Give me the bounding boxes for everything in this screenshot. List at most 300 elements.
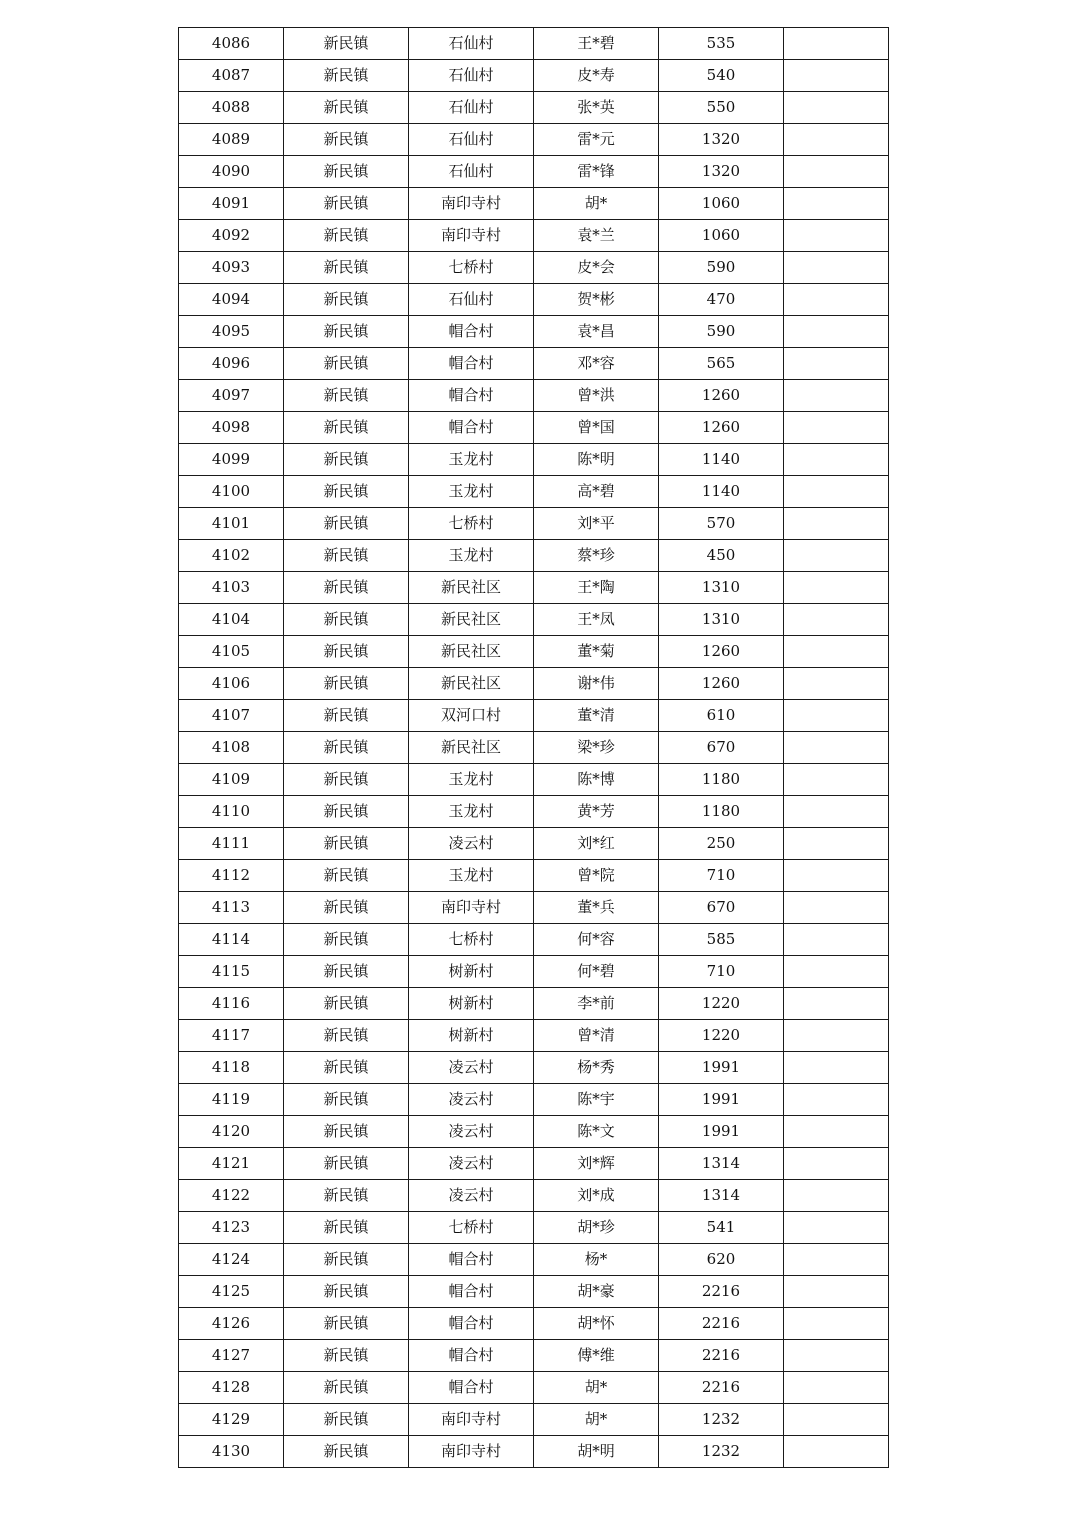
name-cell: 袁*昌 — [534, 316, 659, 348]
town-cell: 新民镇 — [284, 572, 409, 604]
amount-cell: 585 — [659, 924, 784, 956]
amount-cell: 550 — [659, 92, 784, 124]
table-row — [179, 668, 889, 700]
table-row — [179, 796, 889, 828]
town-cell: 新民镇 — [284, 1404, 409, 1436]
name-cell: 董*菊 — [534, 636, 659, 668]
remark-cell — [784, 1052, 889, 1084]
table-row — [179, 1180, 889, 1212]
amount-cell: 1314 — [659, 1180, 784, 1212]
table-row — [179, 1244, 889, 1276]
village-cell: 双河口村 — [409, 700, 534, 732]
serial-cell: 4125 — [179, 1276, 284, 1308]
town-cell: 新民镇 — [284, 540, 409, 572]
table-row — [179, 444, 889, 476]
remark-cell — [784, 476, 889, 508]
name-cell: 蔡*珍 — [534, 540, 659, 572]
remark-cell — [784, 124, 889, 156]
table-row — [179, 1436, 889, 1468]
remark-cell — [784, 1372, 889, 1404]
name-cell: 杨* — [534, 1244, 659, 1276]
town-cell: 新民镇 — [284, 252, 409, 284]
town-cell: 新民镇 — [284, 732, 409, 764]
amount-cell: 1260 — [659, 380, 784, 412]
name-cell: 贺*彬 — [534, 284, 659, 316]
table-row — [179, 892, 889, 924]
amount-cell: 1220 — [659, 988, 784, 1020]
serial-cell: 4088 — [179, 92, 284, 124]
remark-cell — [784, 1212, 889, 1244]
table-row — [179, 1212, 889, 1244]
name-cell: 袁*兰 — [534, 220, 659, 252]
town-cell: 新民镇 — [284, 412, 409, 444]
town-cell: 新民镇 — [284, 1116, 409, 1148]
village-cell: 南印寺村 — [409, 1404, 534, 1436]
serial-cell: 4110 — [179, 796, 284, 828]
amount-cell: 1140 — [659, 476, 784, 508]
name-cell: 胡*珍 — [534, 1212, 659, 1244]
remark-cell — [784, 956, 889, 988]
name-cell: 陈*文 — [534, 1116, 659, 1148]
remark-cell — [784, 732, 889, 764]
remark-cell — [784, 1308, 889, 1340]
table-row — [179, 252, 889, 284]
village-cell: 七桥村 — [409, 252, 534, 284]
town-cell: 新民镇 — [284, 1276, 409, 1308]
serial-cell: 4100 — [179, 476, 284, 508]
table-body — [179, 28, 889, 1468]
table-row — [179, 28, 889, 60]
town-cell: 新民镇 — [284, 796, 409, 828]
village-cell: 新民社区 — [409, 604, 534, 636]
remark-cell — [784, 924, 889, 956]
amount-cell: 470 — [659, 284, 784, 316]
serial-cell: 4124 — [179, 1244, 284, 1276]
table-row — [179, 284, 889, 316]
town-cell: 新民镇 — [284, 956, 409, 988]
town-cell: 新民镇 — [284, 348, 409, 380]
village-cell: 玉龙村 — [409, 540, 534, 572]
town-cell: 新民镇 — [284, 764, 409, 796]
village-cell: 帽合村 — [409, 1308, 534, 1340]
amount-cell: 1260 — [659, 412, 784, 444]
village-cell: 树新村 — [409, 988, 534, 1020]
village-cell: 凌云村 — [409, 828, 534, 860]
town-cell: 新民镇 — [284, 604, 409, 636]
amount-cell: 1232 — [659, 1436, 784, 1468]
village-cell: 凌云村 — [409, 1148, 534, 1180]
name-cell: 刘*辉 — [534, 1148, 659, 1180]
town-cell: 新民镇 — [284, 892, 409, 924]
amount-cell: 610 — [659, 700, 784, 732]
table-row — [179, 860, 889, 892]
name-cell: 邓*容 — [534, 348, 659, 380]
name-cell: 王*碧 — [534, 28, 659, 60]
village-cell: 帽合村 — [409, 1372, 534, 1404]
remark-cell — [784, 860, 889, 892]
amount-cell: 535 — [659, 28, 784, 60]
name-cell: 高*碧 — [534, 476, 659, 508]
village-cell: 玉龙村 — [409, 764, 534, 796]
town-cell: 新民镇 — [284, 444, 409, 476]
town-cell: 新民镇 — [284, 1372, 409, 1404]
town-cell: 新民镇 — [284, 924, 409, 956]
town-cell: 新民镇 — [284, 220, 409, 252]
table-row — [179, 572, 889, 604]
town-cell: 新民镇 — [284, 188, 409, 220]
village-cell: 帽合村 — [409, 1340, 534, 1372]
remark-cell — [784, 284, 889, 316]
table-row — [179, 604, 889, 636]
amount-cell: 710 — [659, 860, 784, 892]
serial-cell: 4112 — [179, 860, 284, 892]
town-cell: 新民镇 — [284, 1340, 409, 1372]
town-cell: 新民镇 — [284, 860, 409, 892]
remark-cell — [784, 572, 889, 604]
remark-cell — [784, 1180, 889, 1212]
amount-cell: 1060 — [659, 188, 784, 220]
town-cell: 新民镇 — [284, 156, 409, 188]
town-cell: 新民镇 — [284, 92, 409, 124]
remark-cell — [784, 220, 889, 252]
table-row — [179, 540, 889, 572]
remark-cell — [784, 252, 889, 284]
town-cell: 新民镇 — [284, 700, 409, 732]
serial-cell: 4126 — [179, 1308, 284, 1340]
name-cell: 曾*国 — [534, 412, 659, 444]
table-row — [179, 956, 889, 988]
name-cell: 张*英 — [534, 92, 659, 124]
serial-cell: 4091 — [179, 188, 284, 220]
serial-cell: 4103 — [179, 572, 284, 604]
table-row — [179, 1404, 889, 1436]
name-cell: 胡*豪 — [534, 1276, 659, 1308]
amount-cell: 2216 — [659, 1308, 784, 1340]
table-row — [179, 188, 889, 220]
table-row — [179, 924, 889, 956]
town-cell: 新民镇 — [284, 668, 409, 700]
serial-cell: 4086 — [179, 28, 284, 60]
amount-cell: 1180 — [659, 796, 784, 828]
remark-cell — [784, 348, 889, 380]
serial-cell: 4129 — [179, 1404, 284, 1436]
remark-cell — [784, 1340, 889, 1372]
village-cell: 七桥村 — [409, 1212, 534, 1244]
table-row — [179, 508, 889, 540]
amount-cell: 540 — [659, 60, 784, 92]
serial-cell: 4090 — [179, 156, 284, 188]
amount-cell: 620 — [659, 1244, 784, 1276]
remark-cell — [784, 636, 889, 668]
remark-cell — [784, 892, 889, 924]
village-cell: 帽合村 — [409, 1244, 534, 1276]
remark-cell — [784, 1244, 889, 1276]
serial-cell: 4096 — [179, 348, 284, 380]
serial-cell: 4107 — [179, 700, 284, 732]
serial-cell: 4116 — [179, 988, 284, 1020]
village-cell: 玉龙村 — [409, 860, 534, 892]
serial-cell: 4117 — [179, 1020, 284, 1052]
amount-cell: 1991 — [659, 1052, 784, 1084]
table-row — [179, 764, 889, 796]
remark-cell — [784, 444, 889, 476]
village-cell: 新民社区 — [409, 732, 534, 764]
village-cell: 新民社区 — [409, 636, 534, 668]
town-cell: 新民镇 — [284, 1212, 409, 1244]
amount-cell: 1320 — [659, 124, 784, 156]
remark-cell — [784, 540, 889, 572]
remark-cell — [784, 188, 889, 220]
amount-cell: 1260 — [659, 668, 784, 700]
serial-cell: 4130 — [179, 1436, 284, 1468]
village-cell: 南印寺村 — [409, 1436, 534, 1468]
name-cell: 刘*红 — [534, 828, 659, 860]
table-row — [179, 1116, 889, 1148]
remark-cell — [784, 412, 889, 444]
amount-cell: 1314 — [659, 1148, 784, 1180]
table-row — [179, 476, 889, 508]
serial-cell: 4111 — [179, 828, 284, 860]
name-cell: 王*凤 — [534, 604, 659, 636]
serial-cell: 4128 — [179, 1372, 284, 1404]
table-row — [179, 380, 889, 412]
amount-cell: 250 — [659, 828, 784, 860]
town-cell: 新民镇 — [284, 1308, 409, 1340]
table-row — [179, 60, 889, 92]
name-cell: 黄*芳 — [534, 796, 659, 828]
serial-cell: 4106 — [179, 668, 284, 700]
town-cell: 新民镇 — [284, 1052, 409, 1084]
remark-cell — [784, 1020, 889, 1052]
remark-cell — [784, 1404, 889, 1436]
village-cell: 石仙村 — [409, 124, 534, 156]
village-cell: 凌云村 — [409, 1052, 534, 1084]
data-table — [178, 27, 889, 1468]
table-row — [179, 700, 889, 732]
town-cell: 新民镇 — [284, 988, 409, 1020]
remark-cell — [784, 796, 889, 828]
name-cell: 胡* — [534, 1404, 659, 1436]
town-cell: 新民镇 — [284, 1244, 409, 1276]
name-cell: 胡* — [534, 1372, 659, 1404]
serial-cell: 4087 — [179, 60, 284, 92]
amount-cell: 590 — [659, 316, 784, 348]
remark-cell — [784, 828, 889, 860]
name-cell: 李*前 — [534, 988, 659, 1020]
table-row — [179, 220, 889, 252]
town-cell: 新民镇 — [284, 60, 409, 92]
name-cell: 曾*洪 — [534, 380, 659, 412]
table-row — [179, 316, 889, 348]
serial-cell: 4102 — [179, 540, 284, 572]
remark-cell — [784, 28, 889, 60]
remark-cell — [784, 604, 889, 636]
name-cell: 梁*珍 — [534, 732, 659, 764]
village-cell: 帽合村 — [409, 316, 534, 348]
name-cell: 董*清 — [534, 700, 659, 732]
serial-cell: 4122 — [179, 1180, 284, 1212]
table-row — [179, 732, 889, 764]
serial-cell: 4120 — [179, 1116, 284, 1148]
amount-cell: 2216 — [659, 1340, 784, 1372]
serial-cell: 4092 — [179, 220, 284, 252]
village-cell: 新民社区 — [409, 572, 534, 604]
town-cell: 新民镇 — [284, 28, 409, 60]
serial-cell: 4115 — [179, 956, 284, 988]
amount-cell: 1320 — [659, 156, 784, 188]
remark-cell — [784, 668, 889, 700]
village-cell: 帽合村 — [409, 412, 534, 444]
village-cell: 玉龙村 — [409, 796, 534, 828]
amount-cell: 1180 — [659, 764, 784, 796]
village-cell: 玉龙村 — [409, 476, 534, 508]
name-cell: 何*容 — [534, 924, 659, 956]
amount-cell: 1140 — [659, 444, 784, 476]
table-row — [179, 1372, 889, 1404]
remark-cell — [784, 700, 889, 732]
amount-cell: 1060 — [659, 220, 784, 252]
amount-cell: 541 — [659, 1212, 784, 1244]
town-cell: 新民镇 — [284, 1180, 409, 1212]
serial-cell: 4118 — [179, 1052, 284, 1084]
amount-cell: 1220 — [659, 1020, 784, 1052]
serial-cell: 4104 — [179, 604, 284, 636]
village-cell: 新民社区 — [409, 668, 534, 700]
amount-cell: 1310 — [659, 572, 784, 604]
name-cell: 雷*元 — [534, 124, 659, 156]
village-cell: 石仙村 — [409, 60, 534, 92]
amount-cell: 590 — [659, 252, 784, 284]
serial-cell: 4109 — [179, 764, 284, 796]
table-row — [179, 1052, 889, 1084]
amount-cell: 670 — [659, 892, 784, 924]
remark-cell — [784, 1276, 889, 1308]
village-cell: 树新村 — [409, 956, 534, 988]
town-cell: 新民镇 — [284, 284, 409, 316]
name-cell: 陈*博 — [534, 764, 659, 796]
amount-cell: 450 — [659, 540, 784, 572]
amount-cell: 570 — [659, 508, 784, 540]
remark-cell — [784, 988, 889, 1020]
amount-cell: 710 — [659, 956, 784, 988]
name-cell: 谢*伟 — [534, 668, 659, 700]
name-cell: 雷*锋 — [534, 156, 659, 188]
village-cell: 七桥村 — [409, 508, 534, 540]
serial-cell: 4105 — [179, 636, 284, 668]
amount-cell: 2216 — [659, 1276, 784, 1308]
name-cell: 陈*明 — [534, 444, 659, 476]
table-row — [179, 156, 889, 188]
name-cell: 曾*院 — [534, 860, 659, 892]
serial-cell: 4119 — [179, 1084, 284, 1116]
name-cell: 董*兵 — [534, 892, 659, 924]
serial-cell: 4114 — [179, 924, 284, 956]
table-row — [179, 988, 889, 1020]
town-cell: 新民镇 — [284, 316, 409, 348]
name-cell: 胡*怀 — [534, 1308, 659, 1340]
name-cell: 何*碧 — [534, 956, 659, 988]
town-cell: 新民镇 — [284, 380, 409, 412]
name-cell: 皮*寿 — [534, 60, 659, 92]
town-cell: 新民镇 — [284, 828, 409, 860]
town-cell: 新民镇 — [284, 636, 409, 668]
table-row — [179, 1084, 889, 1116]
town-cell: 新民镇 — [284, 508, 409, 540]
town-cell: 新民镇 — [284, 1020, 409, 1052]
serial-cell: 4094 — [179, 284, 284, 316]
village-cell: 凌云村 — [409, 1084, 534, 1116]
amount-cell: 565 — [659, 348, 784, 380]
serial-cell: 4113 — [179, 892, 284, 924]
town-cell: 新民镇 — [284, 124, 409, 156]
serial-cell: 4089 — [179, 124, 284, 156]
serial-cell: 4123 — [179, 1212, 284, 1244]
town-cell: 新民镇 — [284, 1148, 409, 1180]
remark-cell — [784, 1148, 889, 1180]
remark-cell — [784, 156, 889, 188]
name-cell: 刘*成 — [534, 1180, 659, 1212]
remark-cell — [784, 1436, 889, 1468]
village-cell: 南印寺村 — [409, 188, 534, 220]
table-row — [179, 828, 889, 860]
serial-cell: 4101 — [179, 508, 284, 540]
amount-cell: 1260 — [659, 636, 784, 668]
serial-cell: 4108 — [179, 732, 284, 764]
remark-cell — [784, 60, 889, 92]
village-cell: 石仙村 — [409, 28, 534, 60]
table-row — [179, 1148, 889, 1180]
village-cell: 凌云村 — [409, 1180, 534, 1212]
remark-cell — [784, 1116, 889, 1148]
name-cell: 皮*会 — [534, 252, 659, 284]
serial-cell: 4093 — [179, 252, 284, 284]
name-cell: 王*陶 — [534, 572, 659, 604]
amount-cell: 670 — [659, 732, 784, 764]
remark-cell — [784, 508, 889, 540]
table-row — [179, 92, 889, 124]
town-cell: 新民镇 — [284, 1436, 409, 1468]
village-cell: 帽合村 — [409, 348, 534, 380]
village-cell: 凌云村 — [409, 1116, 534, 1148]
amount-cell: 2216 — [659, 1372, 784, 1404]
table-row — [179, 636, 889, 668]
name-cell: 胡*明 — [534, 1436, 659, 1468]
name-cell: 傅*维 — [534, 1340, 659, 1372]
serial-cell: 4095 — [179, 316, 284, 348]
village-cell: 石仙村 — [409, 92, 534, 124]
remark-cell — [784, 380, 889, 412]
table-row — [179, 1276, 889, 1308]
village-cell: 石仙村 — [409, 156, 534, 188]
village-cell: 石仙村 — [409, 284, 534, 316]
village-cell: 南印寺村 — [409, 220, 534, 252]
table-row — [179, 1020, 889, 1052]
village-cell: 南印寺村 — [409, 892, 534, 924]
table-row — [179, 412, 889, 444]
remark-cell — [784, 316, 889, 348]
serial-cell: 4097 — [179, 380, 284, 412]
village-cell: 七桥村 — [409, 924, 534, 956]
table-row — [179, 348, 889, 380]
table-row — [179, 124, 889, 156]
village-cell: 玉龙村 — [409, 444, 534, 476]
table-row — [179, 1308, 889, 1340]
amount-cell: 1232 — [659, 1404, 784, 1436]
town-cell: 新民镇 — [284, 476, 409, 508]
name-cell: 刘*平 — [534, 508, 659, 540]
name-cell: 杨*秀 — [534, 1052, 659, 1084]
amount-cell: 1310 — [659, 604, 784, 636]
